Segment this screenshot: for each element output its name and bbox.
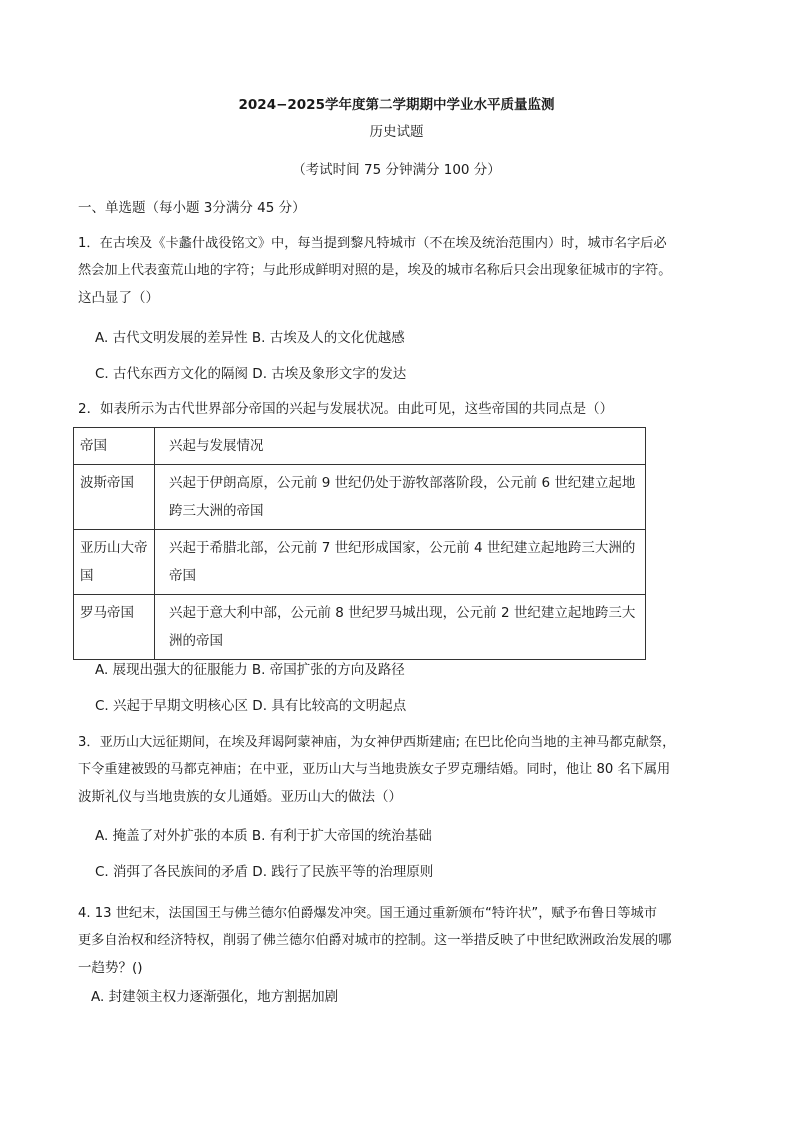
q1-line-3: 这凸显了（） bbox=[78, 290, 159, 306]
q2-options-cd: C. 兴起于早期文明核心区 D. 具有比较高的文明起点 bbox=[95, 698, 407, 714]
q4-line-2: 更多自治权和经济特权，削弱了佛兰德尔伯爵对城市的控制。这一举措反映了中世纪欧洲政治发展的哪 bbox=[78, 933, 672, 948]
q2-stem: 2．如表所示为古代世界部分帝国的兴起与发展状况。由此可见，这些帝国的共同点是（） bbox=[78, 401, 614, 417]
table-header-row bbox=[74, 428, 646, 465]
empire-description: 兴起于意大利中部，公元前 8 世纪罗马城出现，公元前 2 世纪建立起地跨三大洲的帝国 bbox=[155, 595, 646, 660]
table-header-cell: 兴起与发展情况 bbox=[155, 428, 646, 465]
empire-description: 兴起于希腊北部，公元前 7 世纪形成国家，公元前 4 世纪建立起地跨三大洲的帝国 bbox=[155, 530, 646, 595]
q1-options-ab: A. 古代文明发展的差异性 B. 古埃及人的文化优越感 bbox=[95, 330, 405, 346]
q1-options-cd: C. 古代东西方文化的隔阂 D. 古埃及象形文字的发达 bbox=[95, 366, 407, 382]
q4-option-a: A. 封建领主权力逐渐强化，地方割据加剧 bbox=[91, 989, 339, 1005]
empire-name: 罗马帝国 bbox=[74, 595, 155, 660]
section-heading: 一、单选题（每小题 3分满分 45 分） bbox=[78, 200, 306, 216]
table-row bbox=[74, 595, 646, 660]
empire-table bbox=[73, 427, 646, 660]
table-header-cell: 帝国 bbox=[74, 428, 155, 465]
q4-line-3: 一趋势？() bbox=[78, 960, 143, 976]
exam-title: 2024−2025学年度第二学期期中学业水平质量监测 bbox=[238, 97, 555, 113]
q1-line-2: 然会加上代表蛮荒山地的字符；与此形成鲜明对照的是，埃及的城市名称后只会出现象征城市的字符。 bbox=[78, 263, 672, 278]
empire-name: 亚历山大帝国 bbox=[74, 530, 155, 595]
table-row bbox=[74, 465, 646, 530]
exam-subject: 历史试题 bbox=[369, 124, 424, 140]
q1-line-1: 1．在古埃及《卡蠡什战役铭文》中，每当提到黎凡特城市（不在埃及统治范围内）时，城市名字后必 bbox=[78, 236, 667, 251]
table-row bbox=[74, 530, 646, 595]
q4-line-1: 4. 13 世纪末，法国国王与佛兰德尔伯爵爆发冲突。国王通过重新颁布“特许状”，赋予布鲁日等城市 bbox=[78, 906, 657, 921]
exam-time-note: （考试时间 75 分钟满分 100 分） bbox=[292, 162, 501, 178]
empire-name: 波斯帝国 bbox=[74, 465, 155, 530]
empire-description: 兴起于伊朗高原，公元前 9 世纪仍处于游牧部落阶段，公元前 6 世纪建立起地跨三大洲的帝国 bbox=[155, 465, 646, 530]
q3-options-cd: C. 消弭了各民族间的矛盾 D. 践行了民族平等的治理原则 bbox=[95, 864, 434, 880]
q2-options-ab: A. 展现出强大的征服能力 B. 帝国扩张的方向及路径 bbox=[95, 662, 405, 678]
q3-options-ab: A. 掩盖了对外扩张的本质 B. 有利于扩大帝国的统治基础 bbox=[95, 828, 432, 844]
q3-line-2: 下令重建被毁的马都克神庙；在中亚，亚历山大与当地贵族女子罗克珊结婚。同时，他让 80 名下属用 bbox=[78, 762, 671, 777]
q3-line-3: 波斯礼仪与当地贵族的女儿通婚。亚历山大的做法（） bbox=[78, 789, 402, 805]
q3-line-1: 3．亚历山大远征期间，在埃及拜谒阿蒙神庙，为女神伊西斯建庙; 在巴比伦向当地的主神马都克献祭， bbox=[78, 735, 676, 750]
